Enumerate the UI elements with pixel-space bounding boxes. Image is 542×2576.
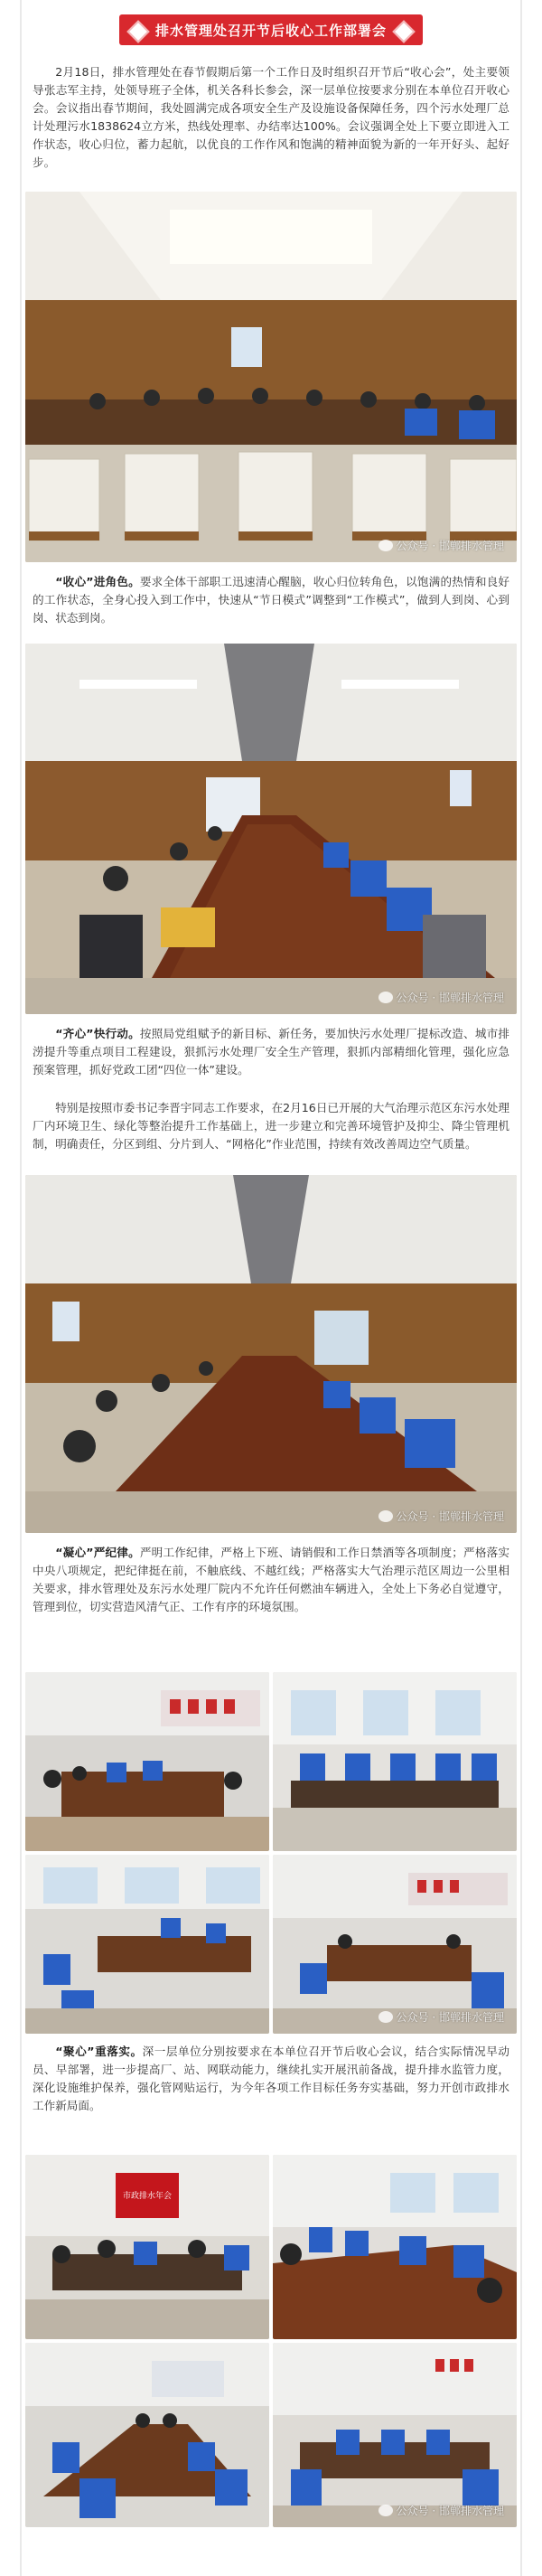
section-paragraph-ningxin: “凝心”严纪律。严明工作纪律，严格上下班、请销假和工作日禁酒等各项制度；严格落实中央八项规定，把纪律挺在前，不触底线、不越红线；严格落实大气治理示范区周边一公里相关要求，排水管理处及东污水处理厂院内不允许任何燃油车辆进入，全处上下务必自觉遵守，管理到位，切实营造风清气正、工作有序的环境氛围。 — [33, 1546, 510, 1613]
meeting-room-illustration — [273, 2155, 517, 2339]
photo-grid-a-2 — [273, 1672, 517, 1851]
section-lead-qixin: “齐心”快行动。 — [55, 1027, 140, 1040]
photo-grid-b-1 — [25, 2155, 269, 2339]
photo-meeting-table-2 — [25, 1175, 517, 1533]
photo-grid-b-3 — [25, 2343, 269, 2527]
photo-grid-a-1 — [25, 1672, 269, 1851]
article-title: 排水管理处召开节后收心工作部署会 — [119, 14, 423, 45]
section-paragraph-juxin: “聚心”重落实。深一层单位分别按要求在本单位召开节后收心会议，结合实际情况早动员、早部署，进一步提高厂、站、网联动能力，继续扎实开展汛前备战，提升排水监管力度，深化设施维护保养，强化管网贴运行，为今年各项工作目标任务夯实基础，努力开创市政排水工作新局面。 — [33, 2045, 509, 2112]
photo-meeting-hall-1 — [25, 192, 517, 562]
meeting-room-illustration — [25, 2343, 269, 2527]
section-paragraph-qixin-extra: 特别是按照市委书记李晋宇同志工作要求，在2月16日已开展的大气治理示范区东污水处理厂内环境卫生、绿化等整治提升工作基础上，进一步建立和完善环境管护及抑尘、降尘管理机制，明确责任，分区到组、分片到人、“网格化”作业范围，持续有效改善周边空气质量。 — [33, 1101, 509, 1151]
meeting-room-illustration — [273, 1855, 517, 2034]
photo-grid-b-4 — [273, 2343, 517, 2527]
wechat-icon — [378, 2505, 393, 2516]
wechat-icon — [378, 540, 393, 551]
watermark: 公众号 · 邯郸排水管理 — [378, 538, 504, 553]
photo-grid-a-4 — [273, 1855, 517, 2034]
meeting-room-illustration — [25, 1672, 269, 1851]
wechat-icon — [378, 992, 393, 1003]
section-paragraph-qixin: “齐心”快行动。按照局党组赋予的新目标、新任务，要加快污水处理厂提标改造、城市排涝提升等重点项目工程建设，狠抓污水处理厂安全生产管理，狠抓内部精细化管理，强化应急预案管理，抓好党政工团“四位一体”建设。 — [33, 1027, 510, 1076]
section-lead-shouxin: “收心”进角色。 — [55, 575, 140, 588]
meeting-room-illustration — [273, 1672, 517, 1851]
photo-grid-a-3 — [25, 1855, 269, 2034]
meeting-table-illustration — [25, 1175, 517, 1533]
section-lead-juxin: “聚心”重落实。 — [55, 2045, 143, 2058]
wechat-icon — [378, 1510, 393, 1522]
watermark: 公众号 · 邯郸排水管理 — [378, 2009, 504, 2025]
watermark: 公众号 · 邯郸排水管理 — [378, 990, 504, 1005]
watermark: 公众号 · 邯郸排水管理 — [378, 2503, 504, 2518]
screen-text: 市政排水年会 — [122, 2192, 173, 2201]
meeting-table-illustration — [25, 644, 517, 1014]
meeting-room-illustration — [25, 1855, 269, 2034]
meeting-hall-illustration — [25, 192, 517, 562]
title-banner — [0, 13, 542, 47]
section-paragraph-shouxin: “收心”进角色。要求全体干部职工迅速清心醒脑，收心归位转角色，以饱满的热情和良好的工作状态，全身心投入到工作中，快速从“节日模式”调整到“工作模式”，做到人到岗、心到岗、状态到岗。 — [33, 575, 510, 625]
meeting-room-illustration — [25, 2155, 269, 2339]
photo-meeting-table-1 — [25, 644, 517, 1014]
watermark: 公众号 · 邯郸排水管理 — [378, 1509, 504, 1524]
intro-paragraph: 2月18日，排水管理处在春节假期后第一个工作日及时组织召开节后“收心会”，处主要领导张志军主持，处领导班子全体，机关各科长参会，深一层单位按要求分别在本单位召开收心会。会议指出春节期间，我处圆满完成各项安全生产及设施设备保障任务，四个污水处理厂总计处理污水1838624立方米，热线处理率、办结率达100%。会议强调全处上下要立即进入工作状态，收心归位，蓄力起航，以优良的工作作风和饱满的精神面貌为新的一年开好头、起好步。 — [33, 65, 509, 169]
wechat-icon — [378, 2011, 393, 2023]
photo-grid-b-2 — [273, 2155, 517, 2339]
section-lead-ningxin: “凝心”严纪律。 — [55, 1546, 140, 1559]
meeting-room-illustration — [273, 2343, 517, 2527]
